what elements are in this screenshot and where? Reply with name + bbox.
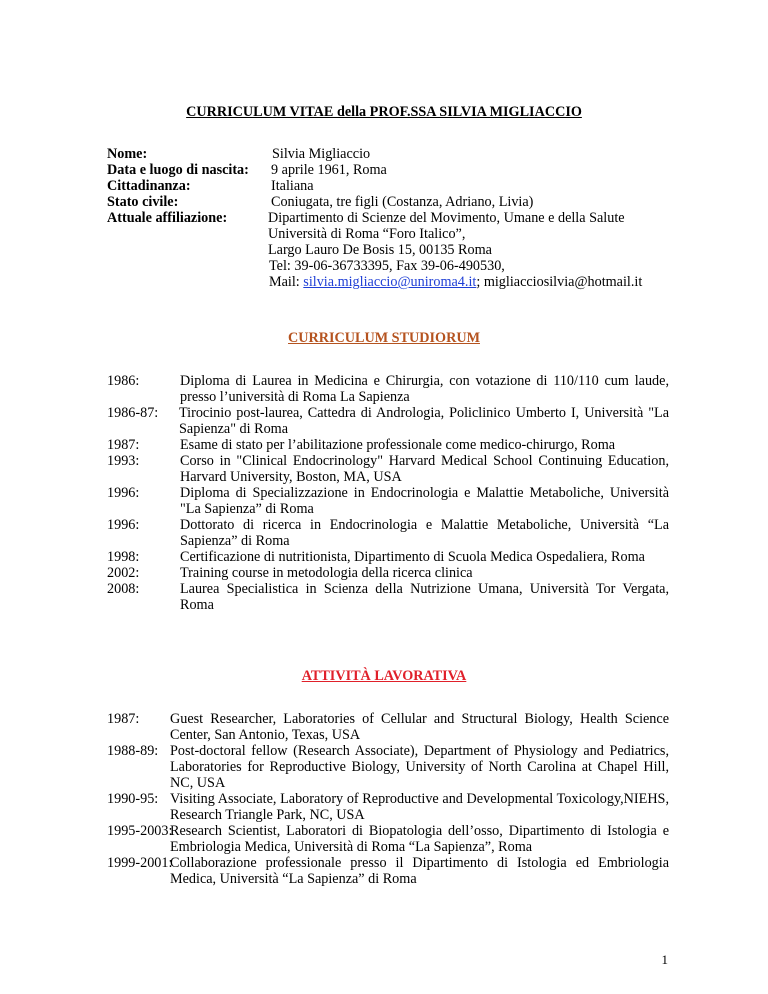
- affiliation-label: Attuale affiliazione:: [107, 210, 228, 226]
- entry-year: 1986-87:: [107, 405, 159, 421]
- civil-status-label: Stato civile:: [107, 194, 179, 210]
- entry-year: 1998:: [107, 549, 140, 565]
- entry-year: 1995-2003:: [107, 823, 173, 839]
- entry-text: Tirocinio post-laurea, Cattedra di Andrologia, Policlinico Umberto I, Università "La Sapienza" di Roma: [179, 405, 669, 437]
- entry-text: Diploma di Laurea in Medicina e Chirurgia, con votazione di 110/110 cum laude, presso l’università di Roma La Sapienza: [180, 373, 669, 405]
- citizenship-value: Italiana: [271, 178, 314, 194]
- entry-text: Corso in "Clinical Endocrinology" Harvard Medical School Continuing Education, Harvard University, Boston, MA, USA: [180, 453, 669, 485]
- entry-text: Esame di stato per l’abilitazione professionale come medico-chirurgo, Roma: [180, 437, 616, 453]
- entry-text: Training course in metodologia della ricerca clinica: [180, 565, 473, 581]
- entry-year: 1986:: [107, 373, 140, 389]
- entry-year: 1993:: [107, 453, 140, 469]
- name-label: Nome:: [107, 146, 148, 162]
- email-link[interactable]: silvia.migliaccio@uniroma4.it: [303, 274, 477, 290]
- entry-year: 1996:: [107, 517, 140, 533]
- entry-text: Research Scientist, Laboratori di Biopatologia dell’osso, Dipartimento di Istologia e Embriologia Medica, Università di Roma “La Sapienza”, Roma: [170, 823, 669, 855]
- entry-text: Post-doctoral fellow (Research Associate), Department of Physiology and Pediatrics, Laboratories for Reproductive Biology, University of North Carolina at Chapel Hill, NC, USA: [170, 743, 669, 791]
- entry-text: Guest Researcher, Laboratories of Cellular and Structural Biology, Health Science Center, San Antonio, Texas, USA: [170, 711, 669, 743]
- studi-heading: CURRICULUM STUDIORUM: [288, 330, 480, 346]
- document-title: CURRICULUM VITAE della PROF.SSA SILVIA MIGLIACCIO: [186, 104, 582, 120]
- lavoro-heading: ATTIVITÀ LAVORATIVA: [301, 668, 467, 684]
- birth-value: 9 aprile 1961, Roma: [271, 162, 387, 178]
- affiliation-line: Dipartimento di Scienze del Movimento, Umane e della Salute: [268, 210, 625, 226]
- mail-line: [269, 274, 642, 290]
- affiliation-line: Largo Lauro De Bosis 15, 00135 Roma: [268, 242, 492, 258]
- entry-text: Visiting Associate, Laboratory of Reproductive and Developmental Toxicology,NIEHS, Research Triangle Park, NC, USA: [170, 791, 669, 823]
- citizenship-label: Cittadinanza:: [107, 178, 191, 194]
- mail-prefix: Mail:: [269, 274, 304, 290]
- entry-text: Certificazione di nutritionista, Dipartimento di Scuola Medica Ospedaliera, Roma: [180, 549, 645, 565]
- entry-year: 2002:: [107, 565, 140, 581]
- birth-label: Data e luogo di nascita:: [107, 162, 249, 178]
- name-value: Silvia Migliaccio: [272, 146, 371, 162]
- entry-year: 1987:: [107, 437, 140, 453]
- entry-text: Laurea Specialistica in Scienza della Nutrizione Umana, Università Tor Vergata, Roma: [180, 581, 669, 613]
- entry-year: 1990-95:: [107, 791, 159, 807]
- entry-year: 1988-89:: [107, 743, 159, 759]
- affiliation-line: Università di Roma “Foro Italico”,: [268, 226, 466, 242]
- entry-year: 1987:: [107, 711, 140, 727]
- entry-text: Collaborazione professionale presso il Dipartimento di Istologia ed Embriologia Medica, Università “La Sapienza” di Roma: [170, 855, 669, 887]
- page-number: 1: [661, 952, 668, 967]
- phone-fax: Tel: 39-06-36733395, Fax 39-06-490530,: [269, 258, 505, 274]
- entry-text: Diploma di Specializzazione in Endocrinologia e Malattie Metaboliche, Università "La Sapienza” di Roma: [180, 485, 669, 517]
- mail-rest: ; migliacciosilvia@hotmail.it: [476, 274, 643, 290]
- entry-year: 1999-2001:: [107, 855, 173, 871]
- entry-year: 2008:: [107, 581, 140, 597]
- civil-status-value: Coniugata, tre figli (Costanza, Adriano, Livia): [271, 194, 534, 210]
- entry-text: Dottorato di ricerca in Endocrinologia e Malattie Metaboliche, Università “La Sapienza” di Roma: [180, 517, 669, 549]
- entry-year: 1996:: [107, 485, 140, 501]
